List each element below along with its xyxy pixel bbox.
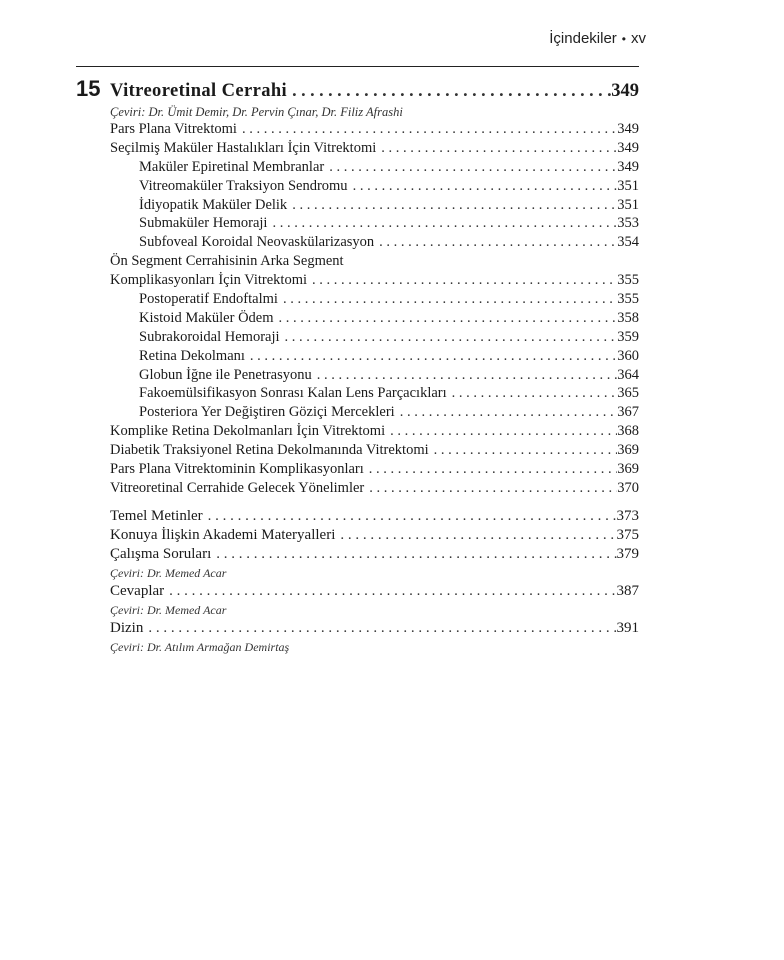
toc-entries [110,120,639,498]
toc-entry-page: 353 [617,215,639,232]
toc-entry-title[interactable]: Maküler Epiretinal Membranlar [139,158,325,175]
toc-entry[interactable] [110,347,639,366]
dot-leader [274,309,618,328]
dot-leader [307,271,617,290]
toc-entry[interactable] [110,214,639,233]
toc-entry-title[interactable]: Pars Plana Vitrektominin Komplikasyonları [110,461,364,478]
toc-entry-title[interactable]: Pars Plana Vitrektomi [110,121,237,137]
header-rule [76,66,639,67]
back-matter-page: 391 [616,620,639,636]
toc-entry-title[interactable]: Posteriora Yer Değiştiren Göziçi Mercekleri [139,404,395,421]
back-matter-entry[interactable] [110,526,639,545]
back-matter-page: 375 [616,527,639,543]
dot-leader [287,196,617,215]
header-separator: • [621,31,626,46]
dot-leader [324,158,617,177]
dot-leader [395,403,618,422]
dot-leader [335,526,616,545]
back-matter-entry[interactable] [110,619,639,638]
dot-leader [164,582,616,601]
dot-leader [203,507,617,526]
toc-entry[interactable] [110,290,639,309]
toc-entry-page: 369 [617,442,639,459]
toc-entry-page: 349 [617,158,639,175]
back-matter-page: 373 [616,508,639,524]
dot-leader [429,441,618,460]
toc-entry[interactable] [110,233,639,252]
toc-entry[interactable] [110,120,639,139]
toc-entry[interactable] [110,460,639,479]
back-matter-entry[interactable] [110,507,639,526]
chapter-row[interactable] [76,76,639,102]
toc-entry[interactable] [110,384,639,403]
chapter-title[interactable]: Vitreoretinal Cerrahi [110,81,288,101]
back-matter-credit: Çeviri: Dr. Memed Acar [110,603,227,617]
header-page-number: xv [631,30,646,47]
toc-entry-page: 359 [617,328,639,345]
dot-leader [278,290,617,309]
running-title: İçindekiler [549,30,617,47]
toc-entry-title[interactable]: Subfoveal Koroidal Neovaskülarizasyon [139,234,375,251]
back-matter-title[interactable]: Cevaplar [110,583,165,599]
dot-leader [376,139,617,158]
toc-entry-page: 365 [617,385,639,402]
toc-entry-title[interactable]: Fakoemülsifikasyon Sonrası Kalan Lens Parçacıkları [139,385,447,402]
toc-entry[interactable] [110,422,639,441]
back-matter-title[interactable]: Temel Metinler [110,508,203,524]
toc-entry-page: 349 [617,121,639,137]
dot-leader [385,422,617,441]
back-matter-page: 387 [616,583,639,599]
toc-entry-page: 369 [617,461,639,478]
toc-entry-title[interactable]: Vitreoretinal Cerrahide Gelecek Yönelimler [110,479,365,496]
back-matter-credit: Çeviri: Dr. Memed Acar [110,566,227,580]
dot-leader [312,366,617,385]
toc-entry[interactable] [110,196,639,215]
dot-leader [237,120,617,139]
toc-entry-page: 367 [617,404,639,421]
back-matter-entry[interactable] [110,545,639,564]
toc-entry-title[interactable]: Seçilmiş Maküler Hastalıkları İçin Vitrektomi [110,139,377,156]
toc-entry[interactable] [110,328,639,347]
toc-entry-title[interactable]: Postoperatif Endoftalmi [139,291,278,308]
dot-leader [143,619,616,638]
back-matter-entry[interactable] [110,582,639,601]
toc-entry-title[interactable]: Komplike Retina Dekolmanları İçin Vitrektomi [110,423,386,440]
toc-entry[interactable] [110,177,639,196]
dot-leader [348,177,618,196]
dot-leader [211,545,616,564]
toc-entry-title[interactable]: Komplikasyonları İçin Vitrektomi [110,272,307,289]
toc-entry-title[interactable]: Retina Dekolmanı [139,347,245,364]
back-matter [110,507,639,656]
dot-leader [280,328,618,347]
running-header [549,30,646,47]
toc-entry[interactable] [110,366,639,385]
back-matter-title[interactable]: Konuya İlişkin Akademi Materyalleri [110,527,336,543]
chapter-page: 349 [611,81,639,101]
toc-entry[interactable] [110,441,639,460]
toc-entry[interactable] [110,309,639,328]
toc-entry[interactable] [110,479,639,498]
dot-leader [364,479,617,498]
toc-entry-page: 349 [617,139,639,156]
dot-leader [364,460,617,479]
toc-entry[interactable] [110,403,639,422]
dot-leader [447,384,618,403]
back-matter-title[interactable]: Dizin [110,620,144,636]
chapter-heading [76,76,639,122]
toc-entry-page: 351 [617,196,639,213]
back-matter-page: 379 [616,546,639,562]
toc-entry-page: 370 [617,479,639,496]
toc-entry[interactable] [110,158,639,177]
back-matter-title[interactable]: Çalışma Soruları [110,546,212,562]
toc-entry-page: 355 [617,291,639,308]
dot-leader [267,214,617,233]
toc-entry-page: 351 [617,177,639,194]
dot-leader [374,233,617,252]
toc-entry-title[interactable]: Globun İğne ile Penetrasyonu [139,366,312,383]
toc-entry-page: 364 [617,366,639,383]
toc-entry-title[interactable]: Vitreomaküler Traksiyon Sendromu [139,177,348,194]
toc-entry-page: 368 [617,423,639,440]
toc-entry-page: 354 [617,234,639,251]
toc-entry[interactable] [110,271,639,290]
toc-entry-title[interactable]: Subrakoroidal Hemoraji [139,328,280,345]
toc-entry-title[interactable]: İdiyopatik Maküler Delik [139,196,288,213]
toc-entry-title[interactable]: Ön Segment Cerrahisinin Arka Segment [110,253,344,270]
toc-entry-title[interactable]: Diabetik Traksiyonel Retina Dekolmanında Vitrektomi [110,442,429,459]
toc-entry-title[interactable]: Kistoid Maküler Ödem [139,309,274,326]
toc-entry[interactable] [110,252,639,271]
back-matter-credit: Çeviri: Dr. Atılım Armağan Demirtaş [110,640,290,654]
toc-entry-page: 360 [617,347,639,364]
dot-leader [287,80,611,101]
toc-entry-page: 358 [617,309,639,326]
toc-entry[interactable] [110,139,639,158]
toc-entry-title[interactable]: Submaküler Hemoraji [139,215,268,232]
chapter-number: 15 [76,76,101,101]
chapter-credit: Çeviri: Dr. Ümit Demir, Dr. Pervin Çınar, Dr. Filiz Afrashi [110,105,403,119]
toc-entry-page: 355 [617,272,639,289]
dot-leader [245,347,617,366]
